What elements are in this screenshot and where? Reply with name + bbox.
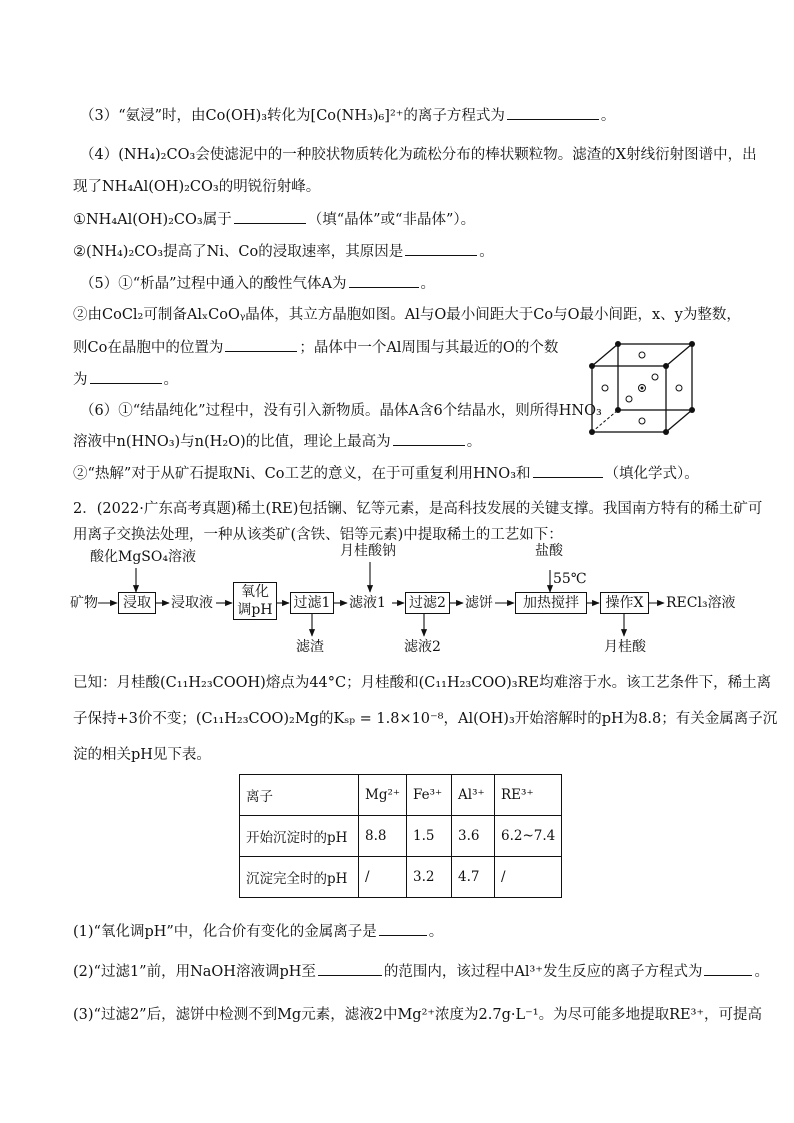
q1-part4-line2: 现了NH₄Al(OH)₂CO₃的明锐衍射峰。 <box>73 179 321 195</box>
q2-heading: 2．(2022·广东高考真题)稀土(RE)包括镧、钇等元素，是高科技发展的关键支撑。我国南方特有的稀土矿可 <box>73 501 763 517</box>
q1-part5-sub2-cont: 则Co在晶胞中的位置为 ；晶体中一个Al周围与其最近的O的个数 <box>73 336 558 359</box>
answer-blank[interactable] <box>225 336 297 352</box>
table-cell: 开始沉淀时的pH <box>240 816 359 857</box>
step-oxidize-adjust-ph: 氧化 调pH <box>233 582 277 620</box>
q1-part5-sub2: ②由CoCl₂可制备AlₓCoOᵧ晶体，其立方晶胞如图。Al与O最小间距大于Co与O最小间距，x、y为整数， <box>73 307 741 323</box>
answer-blank[interactable] <box>379 920 427 936</box>
table-cell: 离子 <box>240 775 359 816</box>
q2-subq3: (3)“过滤2”后，滤饼中检测不到Mg元素，滤液2中Mg²⁺浓度为2.7g·L⁻¹。为尽可能多地提取RE³⁺，可提高 <box>73 1007 763 1023</box>
flow-leachate: 浸取液 <box>171 595 213 611</box>
q2-known-line3: 淀的相关pH见下表。 <box>73 747 211 763</box>
temperature-label: 55℃ <box>553 571 587 587</box>
flow-filtrate-1: 滤液1 <box>349 595 386 611</box>
q2-known-line2: 子保持+3价不变；(C₁₁H₂₃COO)₂Mg的Kₛₚ = 1.8×10⁻⁸，Al(OH)₃开始溶解时的pH为8.8；有关金属离子沉 <box>73 711 778 727</box>
step-filter-2: 过滤2 <box>405 592 450 614</box>
table-cell: 3.6 <box>452 816 495 857</box>
table-cell: 1.5 <box>407 816 452 857</box>
reagent-acidified-mgso4: 酸化MgSO₄溶液 <box>90 549 196 565</box>
table-cell: RE³⁺ <box>495 775 562 816</box>
table-cell: Fe³⁺ <box>407 775 452 816</box>
table-cell: / <box>495 857 562 898</box>
reagent-sodium-laurate: 月桂酸钠 <box>340 543 396 559</box>
step-operation-x: 操作X <box>600 592 649 614</box>
process-flowchart <box>70 543 750 658</box>
answer-blank[interactable] <box>704 960 752 976</box>
step-leaching: 浸取 <box>118 592 156 614</box>
table-cell: 3.2 <box>407 857 452 898</box>
q1-part6-sub1: （6）①“结晶纯化”过程中，没有引入新物质。晶体A含6个结晶水，则所得HNO₃ <box>80 403 602 419</box>
output-lauric-acid: 月桂酸 <box>604 639 646 655</box>
step-filter-1: 过滤1 <box>290 592 334 614</box>
table-cell: Mg²⁺ <box>359 775 407 816</box>
answer-blank[interactable] <box>507 104 599 120</box>
q2-heading-cont: 用离子交换法处理，一种从该类矿(含铁、铝等元素)中提取稀土的工艺如下： <box>73 527 563 543</box>
q1-part5-sub1: （5）①“析晶”过程中通入的酸性气体A为 。 <box>80 272 435 295</box>
q2-subq2: (2)“过滤1”前，用NaOH溶液调pH至 的范围内，该过程中Al³⁺发生反应的离子方程式为 。 <box>73 960 769 983</box>
answer-blank[interactable] <box>234 208 306 224</box>
table-cell: 4.7 <box>452 857 495 898</box>
q1-part4-sub2: ②(NH₄)₂CO₃提高了Ni、Co的浸取速率，其原因是 。 <box>73 240 494 263</box>
q1-part6-sub2: ②“热解”对于从矿石提取Ni、Co工艺的意义，在于可重复利用HNO₃和 （填化学式）。 <box>73 462 699 485</box>
q2-known-line1: 已知：月桂酸(C₁₁H₂₃COOH)熔点为44°C；月桂酸和(C₁₁H₂₃COO)₃RE均难溶于水。该工艺条件下，稀土离 <box>73 675 772 691</box>
q1-part3: （3）“氨浸”时，由Co(OH)₃转化为[Co(NH₃)₆]²⁺的离子方程式为 。 <box>80 104 615 127</box>
answer-blank[interactable] <box>90 368 162 384</box>
table-cell: 沉淀完全时的pH <box>240 857 359 898</box>
answer-blank[interactable] <box>393 430 465 446</box>
answer-blank[interactable] <box>533 462 603 478</box>
q2-subq1: (1)“氧化调pH”中，化合价有变化的金属离子是 。 <box>73 920 443 943</box>
flow-product: RECl₃溶液 <box>666 595 736 611</box>
q1-part6-sub1-cont: 溶液中n(HNO₃)与n(H₂O)的比值，理论上最高为 。 <box>73 430 481 453</box>
output-filtrate-2: 滤液2 <box>404 639 441 655</box>
table-cell: 8.8 <box>359 816 407 857</box>
reagent-hydrochloric-acid: 盐酸 <box>535 543 563 559</box>
flow-ore: 矿物 <box>70 595 98 611</box>
q1-part5-sub2-end: 为 。 <box>73 368 178 391</box>
answer-blank[interactable] <box>318 960 382 976</box>
answer-blank[interactable] <box>405 240 477 256</box>
table-header-row <box>240 775 562 816</box>
q1-part4-sub1: ①NH₄Al(OH)₂CO₃属于 （填“晶体”或“非晶体”）。 <box>73 208 475 231</box>
table-row <box>240 857 562 898</box>
table-row <box>240 816 562 857</box>
flow-filter-cake: 滤饼 <box>465 595 493 611</box>
cubic-unit-cell-figure <box>588 340 698 436</box>
table-cell: / <box>359 857 407 898</box>
output-residue: 滤渣 <box>296 639 324 655</box>
precipitation-ph-table <box>239 774 562 898</box>
table-cell: Al³⁺ <box>452 775 495 816</box>
table-cell: 6.2~7.4 <box>495 816 562 857</box>
step-heat-stir: 加热搅拌 <box>515 592 587 614</box>
q1-part4-line1: （4）(NH₄)₂CO₃会使滤泥中的一种胶状物质转化为疏松分布的棒状颗粒物。滤渣的X射线衍射图谱中，出 <box>80 147 757 163</box>
answer-blank[interactable] <box>349 272 419 288</box>
